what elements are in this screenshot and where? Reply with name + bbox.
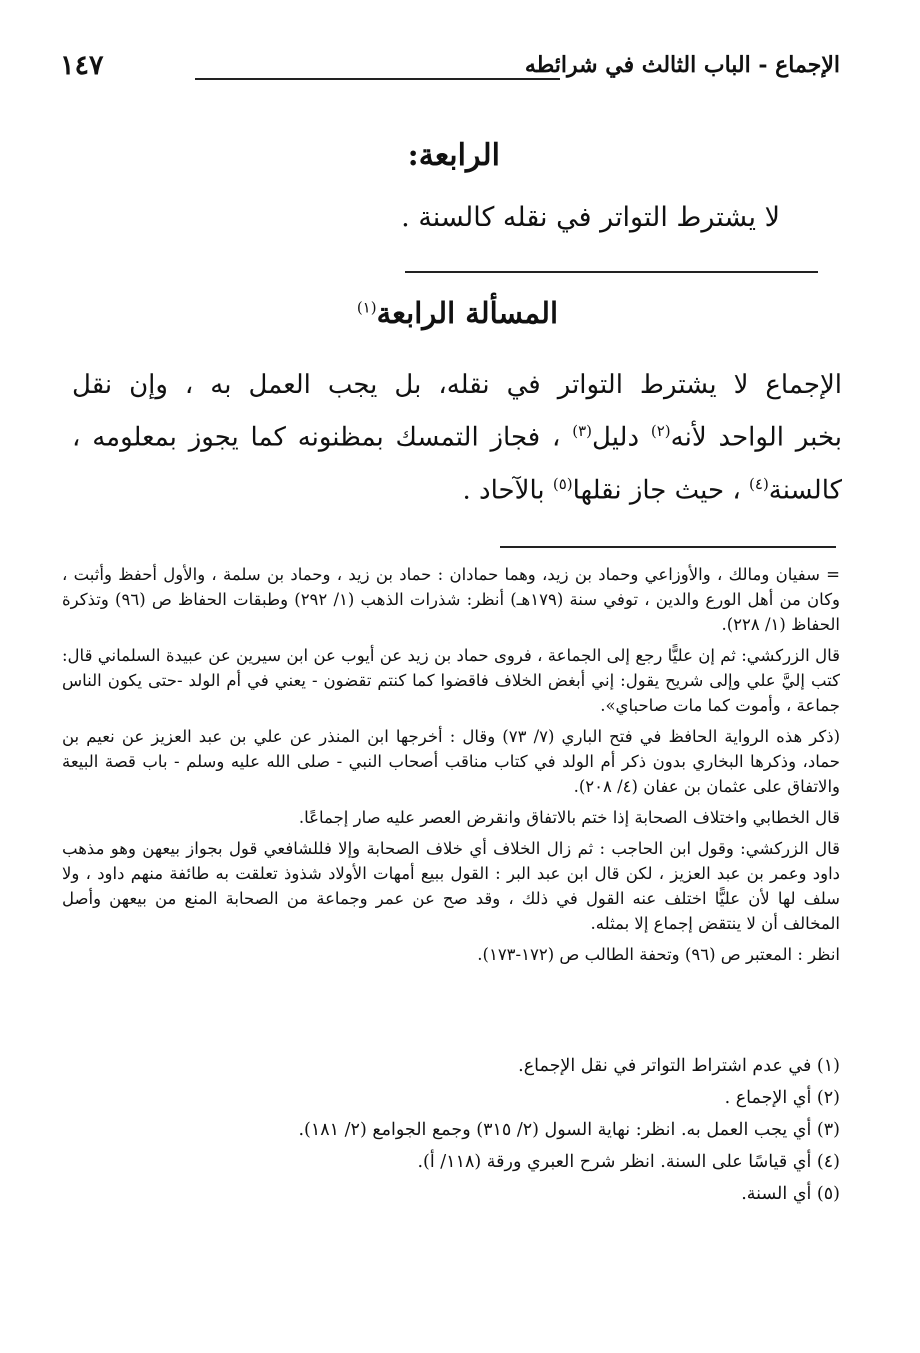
main-text-run: كالسنة	[768, 475, 842, 506]
main-text-run: ، فجاز التمسك بمظنونه كما يجوز بمعلومه ،	[72, 422, 573, 453]
main-line	[72, 362, 842, 408]
footnote-paragraph: قال الزركشي: وقول ابن الحاجب : ثم زال الخلاف أي خلاف الصحابة وإلا فللشافعي قول بجواز بيعهن وهو مذهب داود وعمر بن عبد العزيز ، لكن قال ابن عبد البر : القول ببيع أمهات الأولاد شذوذ تعلقت به طائفة منهم داود ، ولا سلف لها لأن عليًّا اختلف عنه القول في ذلك ، وقد صح عن عمر وجماعة من الصحابة المنع من بيعهن وأصل المخالف أن لا ينتقض إجماع إلا بمثله.	[62, 839, 840, 933]
running-title: الإجماع - الباب الثالث في شرائطه	[524, 52, 840, 78]
footnote-continuation	[62, 562, 840, 973]
main-text-run: ، حيث جاز نقلها	[572, 475, 750, 506]
running-header	[60, 50, 840, 90]
footnote-paragraph: (ذكر هذه الرواية الحافظ في فتح الباري (٧/ ٧٣) وقال : أخرجها ابن المنذر عن علي بن عبد العزيز عن نعيم بن حماد، وذكرها البخاري بدون ذكر أم الولد في كتاب مناقب أصحاب النبي - صلى الله عليه وسلم - باب قصة البيعة والاتفاق على عثمان بن عفان (٤/ ٢٠٨).	[62, 727, 841, 796]
main-text-run: الإجماع لا يشترط التواتر في نقله، بل يجب العمل به ، وإن نقل	[72, 370, 842, 400]
footnote-item: (٣) أي يجب العمل به. انظر: نهاية السول (٢/ ٣١٥) وجمع الجوامع (٢/ ١٨١).	[298, 1120, 840, 1140]
footnote-marker: (٢)	[650, 422, 671, 440]
section-divider	[405, 271, 818, 273]
footnote-separator	[500, 546, 836, 548]
footnote-item: (٤) أي قياسًا على السنة. انظر شرح العبري ورقة (١١٨/ أ).	[417, 1152, 840, 1172]
header-rule	[195, 78, 560, 80]
footnote-item: (٥) أي السنة.	[741, 1184, 840, 1204]
main-line	[72, 461, 842, 514]
main-text-run: دليل	[592, 422, 651, 453]
footnote-list	[62, 1050, 840, 1210]
footnote-paragraph: انظر : المعتبر ص (٩٦) وتحفة الطالب ص (١٧٢-١٧٣).	[477, 945, 840, 964]
footnote-marker: (٣)	[572, 422, 592, 440]
section-title-text: المسألة الرابعة	[376, 296, 558, 330]
main-text-run: بالآحاد .	[462, 475, 553, 506]
section-title	[357, 296, 558, 330]
footnote-marker: (٥)	[552, 474, 573, 493]
main-paragraph	[72, 362, 842, 513]
footnote-item: (٢) أي الإجماع .	[724, 1088, 840, 1108]
rabia-text: لا يشترط التواتر في نقله كالسنة .	[401, 202, 780, 233]
page-number: ١٤٧	[60, 50, 104, 81]
main-line	[72, 408, 842, 461]
footnote-marker: (٤)	[749, 474, 769, 493]
footnote-marker: (١)	[356, 298, 377, 317]
main-text-run: بخبر الواحد لأنه	[670, 422, 843, 453]
footnote-item: (١) في عدم اشتراط التواتر في نقل الإجماع.	[518, 1056, 840, 1076]
footnote-paragraph: قال الزركشي: ثم إن عليًّا رجع إلى الجماعة ، فروى حماد بن زيد عن أيوب عن ابن سيرين عن عبيدة السلماني قال: كتب إليَّ علي وإلى شريح يقول: إني أبغض الخلاف فاقضوا كما كنتم تقضون - يعني في أم الولد -حتى يكون الناس جماعة ، وأموت كما مات صاحباي».	[62, 646, 840, 715]
footnote-paragraph: = سفيان ومالك ، والأوزاعي وحماد بن زيد، وهما حمادان : حماد بن زيد ، وحماد بن سلمة ، والأول أحفظ وأثبت ، وكان من أهل الورع والدين ، توفي سنة (١٧٩هـ) أنظر: شذرات الذهب (١/ ٢٩٢) وطبقات الحفاظ ص (٩٦) وتذكرة الحفاظ (١/ ٢٢٨).	[62, 565, 841, 634]
footnote-paragraph: قال الخطابي واختلاف الصحابة إذا ختم بالاتفاق وانقرض العصر عليه صار إجماعًا.	[298, 808, 840, 827]
rabia-heading: الرابعة:	[407, 138, 500, 173]
